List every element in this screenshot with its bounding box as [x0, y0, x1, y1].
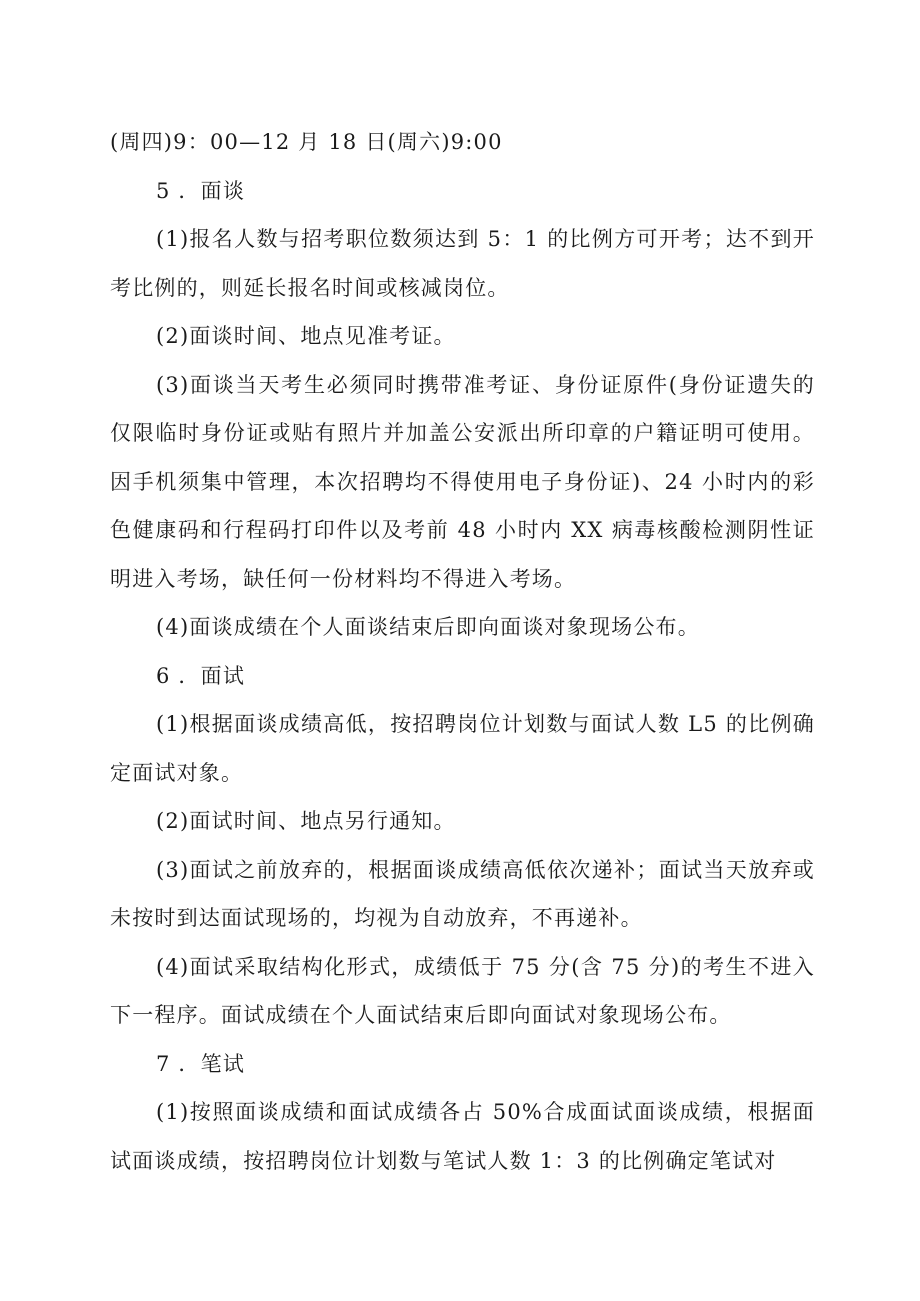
section-heading-written-exam: 7 ．笔试 — [156, 1051, 246, 1076]
paragraph-interview-1: (1)根据面谈成绩高低，按招聘岗位计划数与面试人数 L5 的比例确定面试对象。 — [110, 712, 815, 785]
section-heading-interview: 6 ．面试 — [156, 663, 246, 688]
paragraph-talk-3: (3)面谈当天考生必须同时携带准考证、身份证原件(身份证遗失的仅限临时身份证或贴有照片并加盖公安派出所印章的户籍证明可使用。因手机须集中管理，本次招聘均不得使用电子身份证)、24 小时内的彩色健康码和行程码打印件以及考前 48 小时内 XX 病毒核酸检测阴性证明进入考场，缺任何一份材料均不得进入考场。 — [110, 372, 815, 591]
document-body — [110, 118, 815, 1185]
paragraph-interview-4: (4)面试采取结构化形式，成绩低于 75 分(含 75 分)的考生不进入下一程序。面试成绩在个人面试结束后即向面试对象现场公布。 — [110, 954, 815, 1027]
section-heading-interview-talk: 5 ．面谈 — [156, 178, 246, 203]
paragraph-talk-1: (1)报名人数与招考职位数须达到 5：1 的比例方可开考；达不到开考比例的，则延长报名时间或核减岗位。 — [110, 227, 815, 300]
paragraph-talk-4: (4)面谈成绩在个人面谈结束后即向面谈对象现场公布。 — [156, 615, 700, 639]
paragraph-interview-3: (3)面试之前放弃的，根据面谈成绩高低依次递补；面试当天放弃或未按时到达面试现场的，均视为自动放弃，不再递补。 — [110, 857, 815, 930]
paragraph-interview-2: (2)面试时间、地点另行通知。 — [156, 809, 456, 833]
paragraph-talk-2: (2)面谈时间、地点见准考证。 — [156, 324, 456, 348]
paragraph-written-1: (1)按照面谈成绩和面试成绩各占 50%合成面试面谈成绩，根据面试面谈成绩，按招聘岗位计划数与笔试人数 1：3 的比例确定笔试对 — [110, 1100, 815, 1173]
paragraph-continuation: (周四)9：00—12 月 18 日(周六)9:00 — [110, 130, 503, 154]
